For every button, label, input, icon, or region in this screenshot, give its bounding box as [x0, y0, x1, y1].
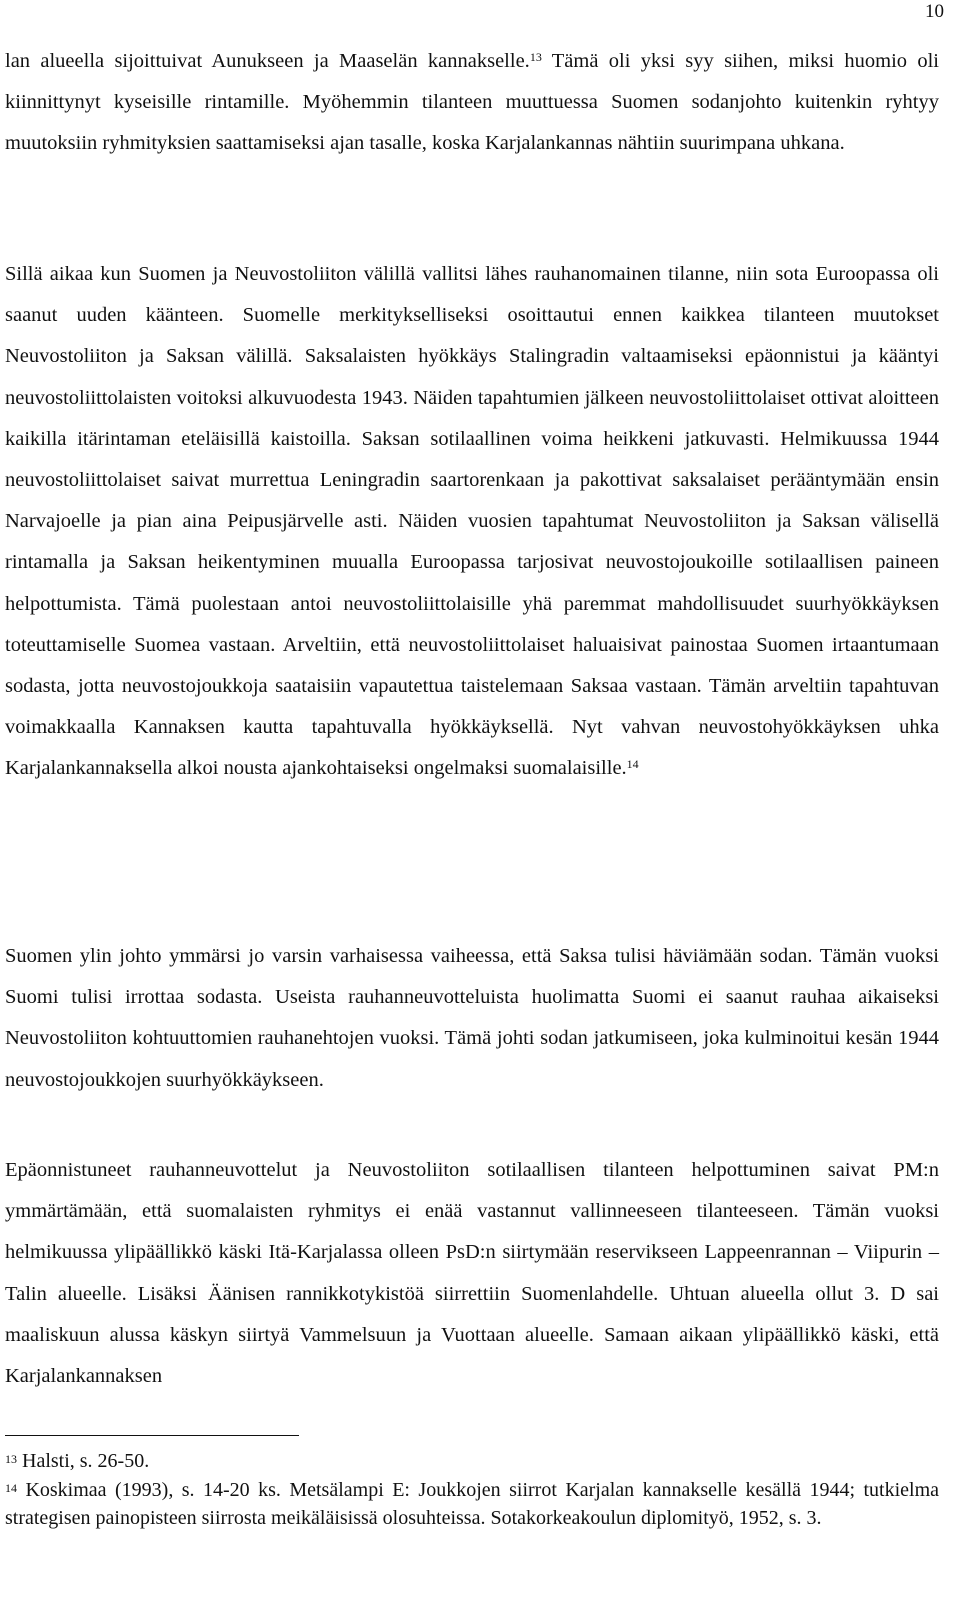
paragraph-3-text: Suomen ylin johto ymmärsi jo varsin varhaisessa vaiheessa, että Saksa tulisi häviämään sodan. Tämän vuoksi Suomi tulisi irrottaa sodasta. Useista rauhanneuvotteluista huolimatta Suomi ei saanut rauhaa aikaiseksi Neuvostoliiton kohtuuttomien rauhanehtojen vuoksi. Tämä johti sodan jatkumiseen, joka kulminoitui kesän 1944 neuvostojoukkojen suurhyökkäykseen.	[5, 945, 939, 1091]
footnote-14	[5, 1476, 939, 1533]
footnote-text: Halsti, s. 26-50.	[17, 1450, 150, 1472]
footnote-number: 14	[5, 1480, 17, 1495]
paragraph-2	[5, 254, 939, 790]
paragraph-2-text: Sillä aikaa kun Suomen ja Neuvostoliiton välillä vallitsi lähes rauhanomainen tilanne, niin sota Euroopassa oli saanut uuden käänteen. Suomelle merkitykselliseksi osoittautui ennen kaikkea tilanteen muutokset Neuvostoliiton ja Saksan välillä. Saksalaisten hyökkäys Stalingradin valtaamiseksi epäonnistui ja kääntyi neuvostoliittolaisten voitoksi alkuvuodesta 1943. Näiden tapahtumien jälkeen neuvostoliittolaiset ottivat aloitteen kaikilla itärintaman eteläisillä kaistoilla. Saksan sotilaallinen voima heikkeni jatkuvasti. Helmikuussa 1944 neuvostoliittolaiset saivat murrettua Leningradin saartorenkaan ja pakottivat saksalaiset perääntymään ensin Narvajoelle ja pian aina Peipusjärvelle asti. Näiden vuosien tapahtumat Neuvostoliiton ja Saksan välisellä rintamalla ja Saksan heikentyminen muualla Euroopassa tarjosivat neuvostojoukoille sotilaallisen paineen helpottumista. Tämä puolestaan antoi neuvostoliittolaisille yhä paremmat mahdollisuudet suurhyökkäyksen toteuttamiselle Suomea vastaan. Arveltiin, että neuvostoliittolaiset haluaisivat painostaa Suomen irtaantumaan sodasta, jotta neuvostojoukkoja saataisiin vapautettua taistelemaan Saksaa vastaan. Tämän arveltiin tapahtuvan voimakkaalla Kannaksen kautta tapahtuvalla hyökkäyksellä. Nyt vahvan neuvostohyökkäyksen uhka Karjalankannaksella alkoi nousta ajankohtaiseksi ongelmaksi suomalaisille.	[5, 263, 939, 780]
footnotes	[5, 1447, 939, 1533]
paragraph-1-text-continued: Tämä oli yksi syy siihen, miksi huomio oli kiinnittynyt kyseisille rintamille. Myöhemmin tilanteen muuttuessa Suomen sodanjohto kuitenkin ryhtyy muutoksiin ryhmityksien saattamiseksi ajan tasalle, koska Karjalankannas nähtiin suurimpana uhkana.	[5, 50, 940, 155]
paragraph-3	[5, 936, 939, 1101]
footnote-13	[5, 1447, 939, 1476]
footnote-number: 13	[5, 1452, 17, 1466]
footnote-separator	[5, 1435, 299, 1436]
footnote-ref-14: 14	[626, 757, 639, 772]
page-number: 10	[925, 1, 944, 22]
footnote-text: Koskimaa (1993), s. 14-20 ks. Metsälampi E: Joukkojen siirrot Karjalan kannakselle kesällä 1944; tutkielma strategisen painopisteen siirrosta meikäläisissä olosuhteissa. Sotakorkeakoulun diplomityö, 1952, s. 3.	[5, 1478, 939, 1529]
paragraph-4-text: Epäonnistuneet rauhanneuvottelut ja Neuvostoliiton sotilaallisen tilanteen helpottuminen saivat PM:n ymmärtämään, että suomalaisten ryhmitys ei enää vastannut vallinneeseen tilanteeseen. Tämän vuoksi helmikuussa ylipäällikkö käski Itä-Karjalassa olleen PsD:n siirtymään reservikseen Lappeenrannan – Viipurin – Talin alueelle. Lisäksi Äänisen rannikkotykistöä siirrettiin Suomenlahdelle. Uhtuan alueella ollut 3. D sai maaliskuun alussa käskyn siirtyä Vammelsuun ja Vuottaan alueelle. Samaan aikaan ylipäällikkö käski, että Karjalankannaksen	[5, 1159, 939, 1388]
paragraph-4	[5, 1150, 939, 1397]
footnote-ref-13: 13	[529, 50, 542, 64]
paragraph-1	[5, 41, 939, 165]
paragraph-1-text: lan alueella sijoittuivat Aunukseen ja Maaselän kannakselle.	[5, 50, 530, 72]
